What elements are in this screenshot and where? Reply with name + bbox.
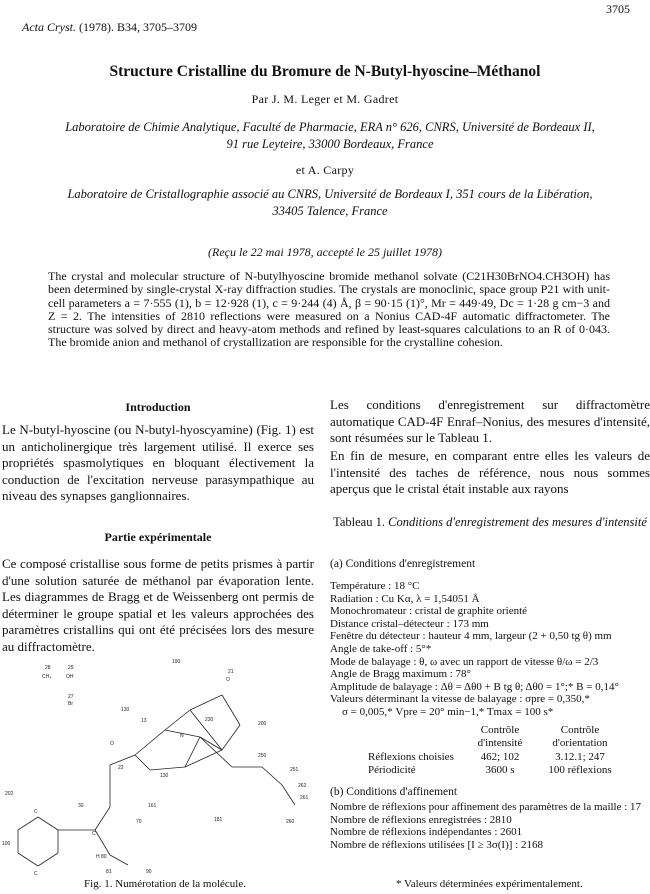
label-o11: O — [110, 741, 114, 747]
affiliation-1-line-1: Laboratoire de Chimie Analytique, Faculté de Pharmacie, ERA n° 626, CNRS, Université de Bordeaux II, — [65, 120, 595, 134]
table1-footnote: * Valeurs déterminées expérimentalement. — [396, 878, 583, 890]
affiliation-2 — [50, 186, 610, 220]
table1-title-prefix: Tableau 1. — [333, 515, 385, 529]
label-h90: 90 — [146, 869, 152, 875]
received-dates: (Reçu le 22 mai 1978, accepté le 25 juillet 1978) — [208, 245, 442, 259]
label-h200: 200 — [258, 721, 267, 727]
label-h190: 190 — [172, 659, 181, 665]
introduction-heading: Introduction — [125, 400, 191, 414]
experimental-text: Ce composé cristallise sous forme de petits prismes à partir d'une solution saturée de méthanol par évaporation lente. Les diagrammes de Bragg et de Weissenberg ont permis de déterminer le groupe spatial et les valeurs approchées des paramètres cristallins qui ont été précisées lors des mesure au diffractomètre. — [2, 556, 314, 654]
table1-section-b: (b) Conditions d'affinement — [330, 786, 458, 798]
table1-row-a: Distance cristal–détecteur : 173 mm — [330, 617, 489, 630]
label-c-ring-bottom: C — [34, 871, 38, 877]
label-n: N — [180, 733, 184, 739]
affiliation-1-line-2: 91 rue Leyteire, 33000 Bordeaux, France — [226, 137, 434, 151]
label-h261: 261 — [300, 795, 309, 801]
table1-row-a: Fenêtre du détecteur : hauteur 4 mm, largeur (2 + 0,50 tg θ) mm — [330, 630, 612, 643]
article-title: Structure Cristalline du Bromure de N-Butyl-hyoscine–Méthanol — [109, 63, 541, 80]
figure-caption: Fig. 1. Numérotation de la molécule. — [84, 878, 246, 890]
label-h202: 202 — [5, 791, 14, 797]
control-header-orientation: Contrôle d'orientation — [552, 724, 608, 749]
journal-details: (1978). B34, 3705–3709 — [79, 20, 197, 34]
table1-row-a: Température : 18 °C — [330, 580, 420, 592]
bond-lines — [18, 695, 295, 866]
label-h130b: 130 — [160, 773, 169, 779]
table1-title-italic: Conditions d'enregistrement des mesures d'intensité — [388, 515, 647, 529]
authors-2: et A. Carpy — [295, 163, 355, 177]
table1-row-b: Nombre de réflexions indépendantes : 2601 — [330, 826, 523, 839]
label-c-ring-top: C — [34, 809, 38, 815]
label-h181: 181 — [214, 817, 223, 823]
control-row-value: 3600 s — [485, 764, 515, 776]
label-h260: 260 — [286, 819, 295, 825]
label-h80: H 80 — [96, 854, 107, 860]
table1-row-b: Nombre de réflexions utilisées [I ≥ 3σ(I)] : 2168 — [330, 838, 543, 851]
abstract: The crystal and molecular structure of N-butylhyoscine bromide methanol solvate (C21H30BrNO4.CH3OH) has been determined by single-crystal X-ray diffraction studies. The crystals are monoclinic, space group P21 with unit-cell parameters a = 7·555 (1), b = 12·928 (1), c = 9·244 (4) Å, β = 90·15 (1)°, Mr = 449·49, Dc = 1·28 g cm−3 and Z = 2. The intensities of 2810 reflections were measured on a Nonius CAD-4F automatic diffractometer. The structure was solved by direct and heavy-atom methods and refined by least-squares calculations to an R of 0·043. The bromide anion and methanol of crystallization are responsible for the crystalline cohesion. — [48, 269, 610, 350]
table1-row-b: Nombre de réflexions pour affinement des paramètres de la maille : 17 — [330, 801, 642, 813]
column2-para2: En fin de mesure, en comparant entre elles les valeurs de l'intensité des taches de référence, nous nous sommes aperçus que le cristal était instable aux rayons — [330, 448, 650, 496]
label-29: 29 — [68, 665, 74, 671]
page-number: 3705 — [606, 2, 630, 16]
affiliation-2-line-2: 33405 Talence, France — [272, 204, 388, 218]
label-h81: 81 — [106, 869, 112, 875]
label-h100: 100 — [2, 841, 11, 847]
table1-row-a: Amplitude de balayage : Δθ = Δθ0 + B tg θ; Δθ0 = 1°;* B = 0,14° — [330, 680, 619, 693]
table1-row-a: Mode de balayage : θ, ω avec un rapport de vitesse θ/ω = 2/3 — [330, 655, 599, 668]
affiliation-1 — [50, 119, 610, 153]
control-row-label: Périodicité — [368, 764, 416, 776]
label-ch3: CH₃ — [42, 674, 52, 680]
label-br: Br — [68, 701, 73, 707]
label-21: 21 — [228, 669, 234, 675]
control-row-label: Réflexions choisies — [368, 751, 454, 763]
table1-row-a: Angle de Bragg maximum : 78° — [330, 668, 471, 681]
molecule-figure — [0, 655, 318, 877]
table1-row-a: Angle de take-off : 5°* — [330, 642, 432, 655]
label-h250: 250 — [258, 753, 267, 759]
column2-para1: Les conditions d'enregistrement sur diffractomètre automatique CAD-4F Enraf–Nonius, des mesures d'intensité, sont résumées sur le Tableau 1. — [330, 397, 650, 445]
table1-row-b: Nombre de réflexions enregistrées : 2810 — [330, 813, 512, 826]
label-o21: O — [226, 677, 230, 683]
label-c22: 22 — [118, 765, 124, 771]
label-13: 13 — [141, 718, 147, 724]
introduction-text: Le N-butyl-hyoscine (ou N-butyl-hyoscyamine) (Fig. 1) est un anticholinergique très largement utilisé. Il exerce ses propriétés spasmolytiques en bloquant électivement la conduction de l'excitation nerveuse parasympathique au niveau des synapses ganglionnaires. — [2, 422, 314, 503]
journal-name: Acta Cryst. — [22, 20, 76, 34]
label-h130: 130 — [121, 707, 130, 713]
control-row-value: 462; 102 — [480, 751, 520, 763]
table1-rows-b — [330, 801, 648, 851]
experimental-heading: Partie expérimentale — [104, 530, 212, 544]
label-28: 28 — [45, 665, 51, 671]
authors-1: Par J. M. Leger et M. Gadret — [251, 92, 399, 106]
table1-row-a: Radiation : Cu Kα, λ = 1,54051 Å — [330, 592, 480, 605]
label-c7: C — [92, 831, 96, 837]
label-h30: 30 — [78, 803, 84, 809]
label-oh: OH — [66, 674, 74, 680]
table1-row-a: Valeurs déterminant la vitesse de balayage : σpre = 0,350,* — [330, 693, 590, 706]
label-h262: 262 — [298, 783, 307, 789]
control-row-value: 100 réflexions — [548, 764, 612, 776]
table1-section-a: (a) Conditions d'enregistrement — [330, 558, 476, 570]
control-row-value: 3.12.1; 247 — [555, 751, 605, 763]
label-h251: 251 — [290, 767, 299, 773]
table1-title — [330, 514, 650, 530]
journal-citation — [22, 20, 197, 35]
table1-row-a: σ = 0,005,* Vpre = 20° min−1,* Tmax = 100 s* — [342, 705, 554, 718]
label-h230: 230 — [205, 717, 214, 723]
affiliation-2-line-1: Laboratoire de Cristallographie associé au CNRS, Université de Bordeaux I, 351 cours de la Libération, — [67, 187, 593, 201]
control-header-intensity: Contrôle d'intensité — [477, 724, 523, 749]
label-h70: 70 — [136, 819, 142, 825]
table1-rows-a — [330, 580, 650, 719]
label-h161: 161 — [148, 803, 157, 809]
label-27: 27 — [68, 694, 74, 700]
table1-row-a: Monochromateur : cristal de graphite orienté — [330, 605, 528, 618]
